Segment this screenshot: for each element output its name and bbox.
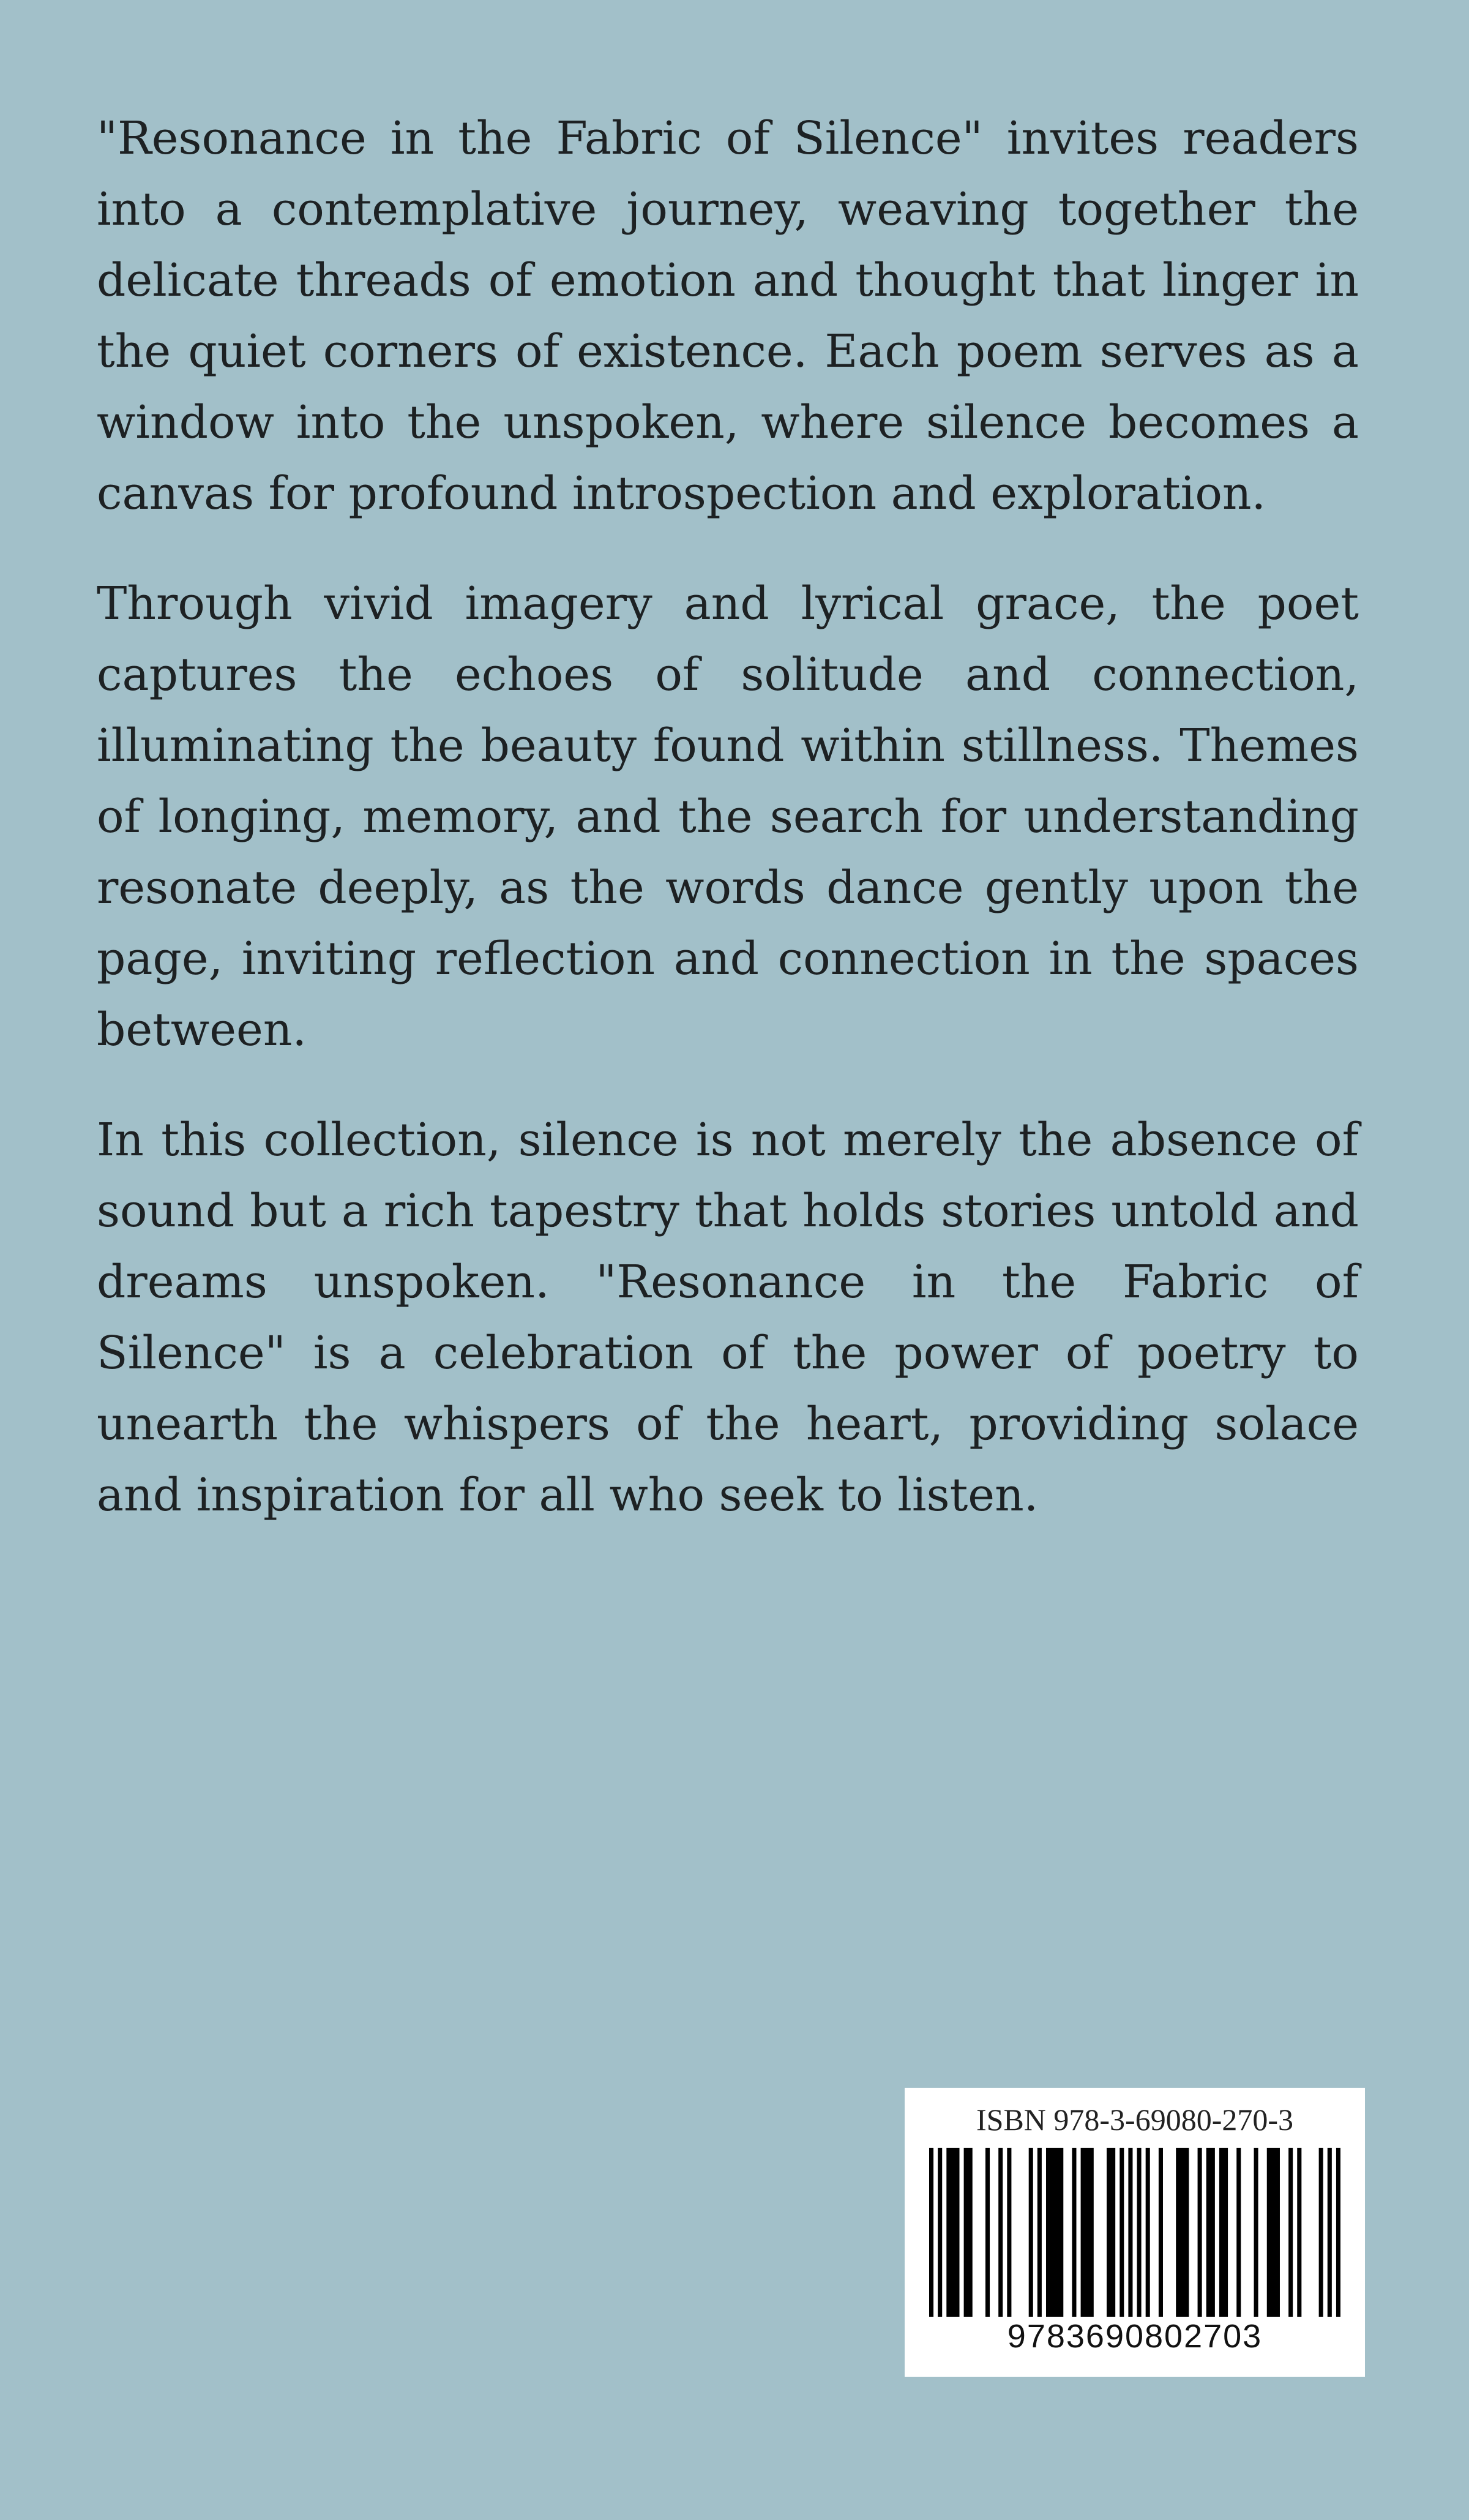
barcode-bar [1029, 2148, 1033, 2317]
barcode-bar [1081, 2148, 1094, 2317]
blurb-paragraph-3: In this collection, silence is not merely the absence of sound but a rich tapestry that holds stories untold and dreams unspoken. "Resonance in the Fabric of Silence" is a celebration of the power of poetry to unearth the whispers of the heart, providing solace and inspiration for all who seek to listen. [97, 1114, 1359, 1521]
barcode-bar [964, 2148, 973, 2317]
isbn-label: ISBN 978-3-69080-270-3 [976, 2102, 1294, 2137]
barcode-bar [985, 2148, 990, 2317]
barcode-bar [1107, 2148, 1115, 2317]
barcode-bar [1206, 2148, 1215, 2317]
barcode-bar [1297, 2148, 1301, 2317]
barcode-bar [1328, 2148, 1332, 2317]
isbn-barcode-panel [905, 2088, 1365, 2377]
barcode-bar [946, 2148, 959, 2317]
barcode-digits: 9783690802703 [1007, 2318, 1263, 2355]
barcode-bar [1072, 2148, 1076, 2317]
blurb-paragraph-2: Through vivid imagery and lyrical grace, the poet captures the echoes of solitude and connection, illuminating the beauty found within stillness. Themes of longing, memory, and the search for understanding resonate deeply, as the words dance gently upon the page, inviting reflection and connection in the spaces between. [97, 577, 1359, 1056]
barcode-bar [1319, 2148, 1323, 2317]
barcode-bar [1254, 2148, 1258, 2317]
barcode-bar [938, 2148, 942, 2317]
barcode-bar [1336, 2148, 1340, 2317]
barcode-bar [1037, 2148, 1042, 2317]
barcode-bar [1046, 2148, 1063, 2317]
barcode-bars [929, 2148, 1340, 2317]
barcode-bar [1146, 2148, 1150, 2317]
barcode-bar [929, 2148, 933, 2317]
barcode-bar [1120, 2148, 1124, 2317]
barcode-bar [1007, 2148, 1011, 2317]
barcode-bar [1288, 2148, 1293, 2317]
barcode-bar [998, 2148, 1003, 2317]
barcode-bar [1128, 2148, 1132, 2317]
barcode-bar [1198, 2148, 1202, 2317]
barcode-bar [1159, 2148, 1163, 2317]
barcode-bar [1267, 2148, 1280, 2317]
back-cover-blurb [97, 103, 1359, 1570]
barcode-bar [1137, 2148, 1142, 2317]
barcode-bar [1219, 2148, 1228, 2317]
blurb-paragraph-1: "Resonance in the Fabric of Silence" invites readers into a contemplative journey, weaving together the delicate threads of emotion and thought that linger in the quiet corners of existence. Each poem serves as a window into the unspoken, where silence becomes a canvas for profound introspection and exploration. [97, 112, 1359, 520]
barcode-bar [1236, 2148, 1241, 2317]
barcode-bar [1176, 2148, 1189, 2317]
